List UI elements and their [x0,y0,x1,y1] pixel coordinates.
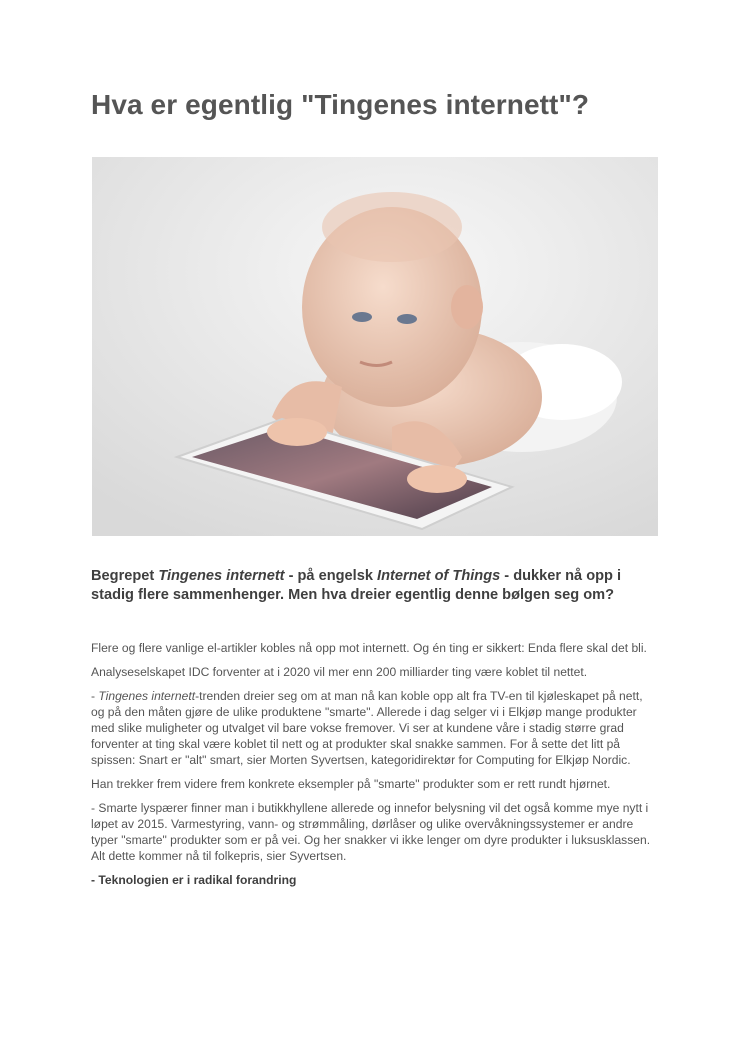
lead-term-norwegian: Tingenes internett [158,568,285,584]
paragraph-2: Analyseselskapet IDC forventer at i 2020 vil mer enn 200 milliarder ting være koblet til nettet. [91,665,588,679]
lead-text-prefix: Begrepet [91,568,159,584]
section-subheading: - Teknologien er i radikal forandring [91,873,297,887]
paragraph-3 [91,688,657,768]
lead-text-suffix: - dukker nå opp i stadig flere sammenhenger. Men hva dreier egentlig denne bølgen seg om? [91,568,622,603]
article-body [91,640,657,896]
page-title: Hva er egentlig "Tingenes internett"? [91,89,590,120]
paragraph-1: Flere og flere vanlige el-artikler kobles nå opp mot internett. Og én ting er sikkert: Enda flere skal det bli. [91,641,647,655]
lead-term-english: Internet of Things [377,568,501,584]
paragraph-3-term: Tingenes internett [98,689,196,703]
lead-text-middle: - på engelsk [284,568,378,584]
hero-photo-baby-with-tablet [92,157,658,536]
paragraph-3-rest: -trenden dreier seg om at man nå kan koble opp alt fra TV-en til kjøleskapet på nett, og på den måten gjøre de ulike produktene "smarte". Allerede i dag selger vi i Elkjøp mange produkter med slike muligheter og utvalget vil bare vokse fremover. Vi ser at kundene våre i stadig større grad forventer at ting skal være koblet til nett og at produkter skal snakke sammen. For å sette det litt på spissen: Snart er "alt" smart, sier Morten Syvertsen, kategoridirektør for Computing for Elkjøp Nordic. [91,689,643,767]
paragraph-4: Han trekker frem videre frem konkrete eksempler på "smarte" produkter som er rett rundt hjørnet. [91,777,611,791]
lead-paragraph [91,567,657,605]
paragraph-5: - Smarte lyspærer finner man i butikkhyllene allerede og innefor belysning vil det også komme mye nytt i løpet av 2015. Varmestyring, vann- og strømmåling, dørlåser og ulike overvåkningssystemer er andre typer "smarte" produkter som er på vei. Og her snakker vi ikke lenger om dyre produkter i luksusklassen. Alt dette kommer nå til folkepris, sier Syvertsen. [91,801,651,863]
paragraph-3-prefix: - [91,689,99,703]
